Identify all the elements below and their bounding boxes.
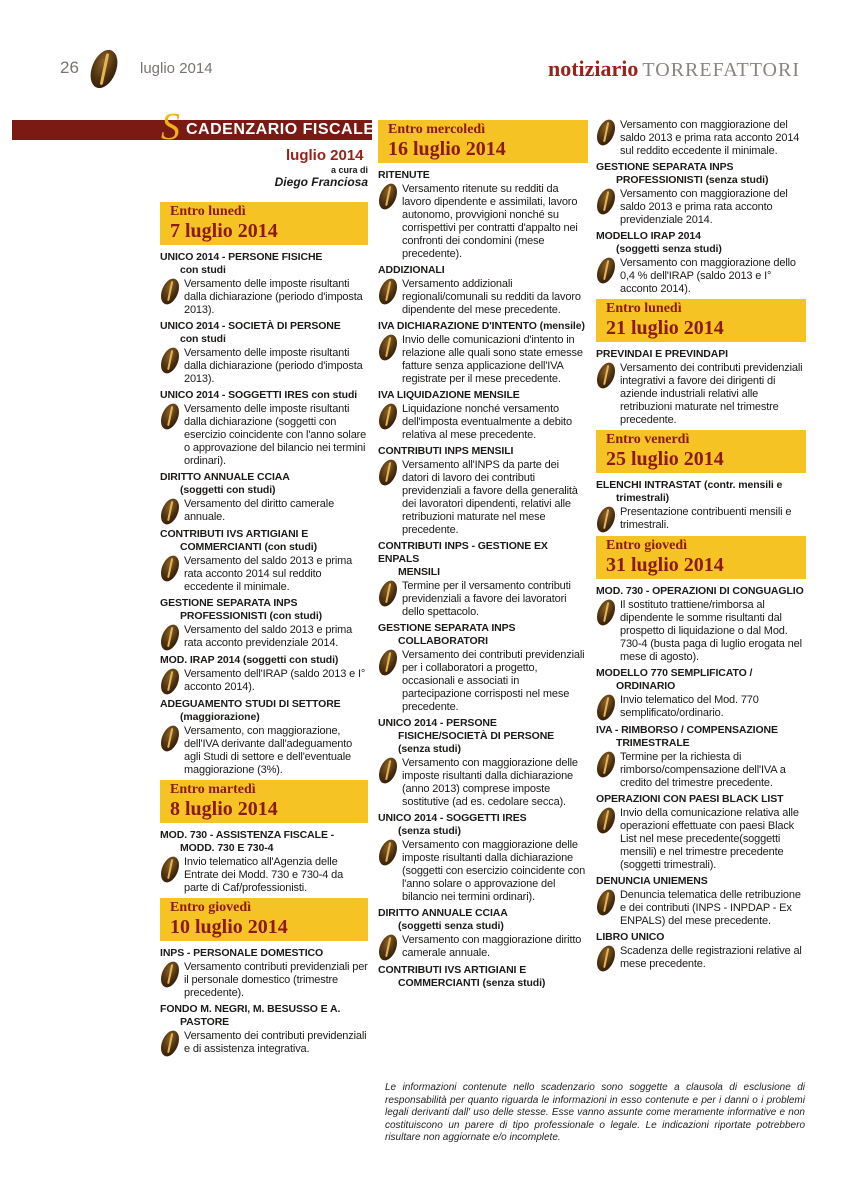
deadline-item (378, 389, 588, 442)
item-text: Invio telematico del Mod. 770 semplificato/ordinario. (620, 694, 759, 719)
item-text: Versamento del saldo 2013 e prima rata acconto previdenziale 2014. (184, 624, 353, 649)
deadline-day: Entro venerdì (606, 432, 690, 447)
deadline-item (596, 724, 806, 790)
deadline-item (378, 717, 588, 809)
deadline-section (378, 120, 588, 990)
brand-subname: TORREFATTORI (642, 59, 800, 81)
item-body (378, 278, 588, 317)
deadline-day: Entro giovedì (606, 538, 688, 553)
item-title-line: COMMERCIANTI (senza studi) (398, 977, 546, 989)
deadline-item (160, 528, 368, 594)
item-title-line: COLLABORATORI (398, 635, 488, 647)
deadline-date-box (596, 430, 806, 473)
item-title (378, 717, 588, 756)
item-title-line: COMMERCIANTI (con studi) (180, 541, 318, 553)
item-title-line: DIRITTO ANNUALE CCIAA (378, 907, 508, 919)
deadline-item (378, 320, 588, 386)
curated-label: a cura di (330, 165, 368, 175)
item-title-line: PROFESSIONISTI (senza studi) (616, 174, 769, 186)
coffee-bean-icon (594, 360, 619, 391)
deadline-section (596, 299, 806, 427)
deadline-item (596, 161, 806, 227)
item-title (378, 964, 588, 990)
item-body (378, 459, 588, 537)
coffee-bean-icon (594, 186, 619, 217)
item-body (378, 580, 588, 619)
item-title-line: (soggetti con studi) (180, 484, 276, 496)
item-text: Versamento addizionali regionali/comunali su redditi da lavoro dipendente del mese precedente. (402, 278, 581, 316)
coffee-bean-icon (376, 276, 401, 307)
item-title (160, 389, 368, 402)
disclaimer: Le informazioni contenute nello scadenzario sono soggette a clausola di esclusione di responsabilità per quanto riguarda le informazioni in esso contenute e per i danni o i problemi legali derivanti dall' uso delle stesse. Esse vanno assunte come meramente informative e non costituiscono un parere di tipo professionale o legale. Le indicazioni riportate potrebbero risultare non aggiornate e/o incomplete. (385, 1082, 805, 1143)
item-text: Versamento, con maggiorazione, dell'IVA derivante dall'adeguamento agli Studi di settore e dell'eventuale maggiorazione (3%). (184, 725, 353, 776)
item-title-line: PREVINDAI E PREVINDAPI (596, 348, 728, 360)
deadline-item (160, 829, 368, 895)
item-title-line: TRIMESTRALE (616, 737, 690, 749)
deadline-item (378, 964, 588, 990)
title-month: luglio 2014 (286, 147, 364, 164)
item-body (160, 278, 368, 317)
item-text: Liquidazione nonché versamento dell'imposta eventualmente a debito relativa al mese precedente. (402, 403, 572, 441)
item-text: Versamento del saldo 2013 e prima rata acconto 2014 sul reddito eccedente il minimale. (184, 555, 353, 593)
deadline-item (596, 479, 806, 533)
item-title-line: LIBRO UNICO (596, 931, 665, 943)
item-body (596, 188, 806, 227)
item-title-line: IVA - RIMBORSO / COMPENSAZIONE (596, 724, 778, 736)
item-text: Versamento con maggiorazione diritto camerale annuale. (402, 934, 582, 959)
deadline-date-box (160, 780, 368, 823)
deadline-date-box (378, 120, 588, 163)
coffee-bean-icon (594, 597, 619, 628)
item-title (378, 389, 588, 402)
item-body (160, 624, 368, 651)
coffee-bean-icon (594, 887, 619, 918)
item-title-line: MENSILI (398, 566, 440, 578)
item-body (596, 807, 806, 872)
item-title (160, 829, 368, 855)
item-body (596, 599, 806, 664)
deadline-item (596, 931, 806, 972)
item-body (596, 119, 806, 158)
deadline-item (378, 264, 588, 317)
item-title-line: PROFESSIONISTI (con studi) (180, 610, 323, 622)
deadline-section (596, 536, 806, 972)
deadline-item (378, 540, 588, 619)
deadline-item (160, 654, 368, 695)
coffee-bean-icon (158, 666, 183, 697)
page-number: 26 (60, 58, 79, 77)
item-body (160, 555, 368, 594)
item-title-line: MOD. 730 - OPERAZIONI DI CONGUAGLIO (596, 585, 804, 597)
item-title-line: DIRITTO ANNUALE CCIAA (160, 471, 290, 483)
item-text: Versamento delle imposte risultanti dalla dichiarazione (soggetti con esercizio coincidente con l'anno solare o approvazione del bilancio nei termini ordinari). (184, 403, 367, 467)
coffee-bean-icon (594, 943, 619, 974)
coffee-bean-icon (594, 255, 619, 286)
item-title (596, 793, 806, 806)
item-title (160, 251, 368, 277)
item-text: Versamento all'INPS da parte dei datori di lavoro dei contributi previdenziali a favore della generalità dei lavoratori dipendenti, relativi alle retribuzioni maturate nel mese precedente. (402, 459, 578, 536)
item-title-line: con studi (180, 333, 226, 345)
deadline-section (596, 430, 806, 533)
item-title-line: FONDO M. NEGRI, M. BESUSSO E A. (160, 1003, 341, 1015)
curated-by (200, 165, 368, 189)
coffee-bean-icon (158, 401, 183, 432)
coffee-bean-icon (158, 622, 183, 653)
item-body (596, 257, 806, 296)
item-title-line: MOD. IRAP 2014 (soggetti con studi) (160, 654, 339, 666)
item-title-line: OPERAZIONI CON PAESI BLACK LIST (596, 793, 784, 805)
item-title (596, 479, 806, 505)
deadline-item (596, 793, 806, 872)
deadline-section (596, 119, 806, 296)
coffee-bean-icon (158, 553, 183, 584)
item-title (378, 169, 588, 182)
item-text: Versamento dei contributi previdenziali per i collaboratori a progetto, occasionali e associati in partecipazione corrisposti nel mese precedente. (402, 649, 585, 713)
item-title-line: UNICO 2014 - SOCIETÀ DI PERSONE (160, 320, 341, 332)
item-text: Versamento del diritto camerale annuale. (184, 498, 335, 523)
item-title-line: MOD. 730 - ASSISTENZA FISCALE - (160, 829, 335, 841)
item-title (160, 320, 368, 346)
coffee-bean-icon (158, 276, 183, 307)
item-body (160, 403, 368, 468)
deadline-item (596, 585, 806, 664)
deadline-item (160, 389, 368, 468)
item-title-line: PASTORE (180, 1016, 230, 1028)
item-title (160, 654, 368, 667)
item-title (378, 907, 588, 933)
item-title-line: GESTIONE SEPARATA INPS (596, 161, 734, 173)
author-name: Diego Franciosa (274, 175, 368, 189)
item-title-line: (senza studi) (398, 743, 461, 755)
item-title-line: CONTRIBUTI INPS - GESTIONE EX ENPALS (378, 540, 548, 565)
brand-logo (548, 56, 800, 82)
item-title (378, 540, 588, 579)
page-title: CADENZARIO FISCALE (186, 121, 375, 138)
deadline-date: 16 luglio 2014 (388, 138, 506, 160)
coffee-bean-icon (376, 932, 401, 963)
coffee-bean-icon (158, 345, 183, 376)
item-title-line: UNICO 2014 - PERSONE (378, 717, 497, 729)
item-title (160, 597, 368, 623)
deadline-day: Entro mercoledì (388, 122, 486, 137)
item-title-line: (soggetti senza studi) (398, 920, 504, 932)
item-title (378, 320, 588, 333)
item-title-line: GESTIONE SEPARATA INPS (160, 597, 298, 609)
item-body (160, 961, 368, 1000)
item-text: Termine per la richiesta di rimborso/compensazione dell'IVA a credito del trimestre precedente. (620, 751, 786, 789)
item-title-line: IVA LIQUIDAZIONE MENSILE (378, 389, 520, 401)
item-title-line: GESTIONE SEPARATA INPS (378, 622, 516, 634)
deadline-item (378, 622, 588, 714)
deadline-section (160, 898, 368, 1057)
deadline-day: Entro lunedì (606, 301, 682, 316)
coffee-bean-icon (158, 959, 183, 990)
item-body (378, 839, 588, 904)
deadline-item (160, 597, 368, 651)
item-title (378, 622, 588, 648)
item-title (160, 1003, 368, 1029)
item-text: Versamento con maggiorazione del saldo 2013 e prima rata acconto previdenziale 2014. (620, 188, 788, 226)
item-body (160, 347, 368, 386)
item-title-line: (senza studi) (398, 825, 461, 837)
item-text: Scadenza delle registrazioni relative al mese precedente. (620, 945, 802, 970)
item-text: Denuncia telematica delle retribuzione e dei contributi (INPS - INPDAP - Ex ENPALS) del mese precedente. (620, 889, 801, 927)
item-title-line: MODD. 730 E 730-4 (180, 842, 274, 854)
item-body (378, 757, 588, 809)
item-text: Invio della comunicazione relativa alle operazioni effettuate con paesi Black List nel mese precedente(soggetti mensili) e nel trimestre precedente (soggetti trimestrali). (620, 807, 799, 871)
deadline-day: Entro lunedì (170, 204, 246, 219)
item-title-line: INPS - PERSONALE DOMESTICO (160, 947, 324, 959)
item-title-line: UNICO 2014 - PERSONE FISICHE (160, 251, 323, 263)
coffee-bean-icon (376, 755, 401, 786)
coffee-bean-icon (158, 1028, 183, 1059)
page-header (0, 52, 855, 88)
item-title-line: (maggiorazione) (180, 711, 260, 723)
item-text: Versamento con maggiorazione delle imposte risultanti dalla dichiarazione (soggetti con esercizio coincidente con l'anno solare o approvazione del bilancio nei termini ordinari). (402, 839, 586, 903)
item-title (378, 264, 588, 277)
item-title-line: ORDINARIO (616, 680, 676, 692)
coffee-bean-icon (158, 496, 183, 527)
item-body (378, 934, 588, 961)
deadline-section (160, 202, 368, 777)
item-body (596, 362, 806, 427)
item-title-line: (soggetti senza studi) (616, 243, 722, 255)
item-body (378, 403, 588, 442)
deadline-item (596, 667, 806, 721)
item-title (596, 230, 806, 256)
deadline-item (378, 445, 588, 537)
item-title-line: CONTRIBUTI INPS MENSILI (378, 445, 514, 457)
coffee-bean-icon (376, 457, 401, 488)
header-date: luglio 2014 (140, 60, 213, 77)
deadline-item (596, 119, 806, 158)
item-title-line: CONTRIBUTI IVS ARTIGIANI E (378, 964, 527, 976)
column-2 (378, 118, 588, 993)
brand-name: notiziario (547, 56, 639, 81)
item-body (160, 725, 368, 777)
item-title (160, 471, 368, 497)
deadline-item (596, 230, 806, 296)
item-title (596, 348, 806, 361)
item-text: Versamento dell'IRAP (saldo 2013 e I° acconto 2014). (184, 668, 366, 693)
deadline-day: Entro giovedì (170, 900, 252, 915)
item-title-line: UNICO 2014 - SOGGETTI IRES con studi (160, 389, 358, 401)
coffee-bean-icon (376, 401, 401, 432)
item-title (378, 812, 588, 838)
deadline-date: 25 luglio 2014 (606, 448, 724, 470)
item-title-line: MODELLO 770 SEMPLIFICATO / (596, 667, 753, 679)
item-title-line: FISICHE/SOCIETÀ DI PERSONE (398, 730, 555, 742)
title-initial: S (161, 106, 180, 148)
item-text: Versamento con maggiorazione del saldo 2013 e prima rata acconto 2014 sul reddito eccedente il minimale. (620, 119, 800, 157)
deadline-item (596, 348, 806, 427)
item-title-line: trimestrali) (616, 492, 670, 504)
deadline-date: 10 luglio 2014 (170, 916, 288, 938)
coffee-bean-icon (376, 647, 401, 678)
item-title-line: DENUNCIA UNIEMENS (596, 875, 708, 887)
deadline-section (160, 780, 368, 895)
item-title (596, 667, 806, 693)
item-title-line: ADDIZIONALI (378, 264, 445, 276)
column-1 (160, 200, 368, 1060)
item-text: Versamento con maggiorazione dello 0,4 % dell'IRAP (saldo 2013 e I° acconto 2014). (620, 257, 796, 295)
item-body (596, 694, 806, 721)
item-text: Invio delle comunicazioni d'intento in relazione alle quali sono state emesse fatture senza applicazione dell'IVA registrate per il mese precedente. (402, 334, 583, 385)
item-text: Invio telematico all'Agenzia delle Entrate dei Modd. 730 e 730-4 da parte di Caf/professionisti. (184, 856, 344, 894)
item-body (160, 668, 368, 695)
item-text: Versamento ritenute su redditi da lavoro dipendente e assimilati, lavoro autonomo, provvigioni nonché su corrispettivi per contratti d'appalto nei confronti dei condomini (mese precedente). (402, 183, 578, 260)
deadline-date: 8 luglio 2014 (170, 798, 278, 820)
deadline-date: 7 luglio 2014 (170, 220, 278, 242)
deadline-date-box (596, 299, 806, 342)
deadline-item (378, 907, 588, 961)
item-body (160, 856, 368, 895)
item-text: Versamento contributi previdenziali per il personale domestico (trimestre precedente). (184, 961, 368, 999)
deadline-item (160, 471, 368, 525)
coffee-bean-icon (594, 692, 619, 723)
column-3 (596, 118, 806, 975)
item-title-line: con studi (180, 264, 226, 276)
item-body (160, 1030, 368, 1057)
item-title-line: ADEGUAMENTO STUDI DI SETTORE (160, 698, 341, 710)
item-body (596, 506, 806, 533)
coffee-bean-icon (594, 805, 619, 836)
deadline-date: 31 luglio 2014 (606, 554, 724, 576)
item-title (160, 698, 368, 724)
item-text: Versamento dei contributi previdenziali e di assistenza integrativa. (184, 1030, 367, 1055)
deadline-item (378, 169, 588, 261)
item-text: Versamento con maggiorazione delle imposte risultanti dalla dichiarazione (anno 2013) comprese imposte sostitutive (ad es. cedolare secca). (402, 757, 578, 808)
coffee-bean-icon (376, 837, 401, 868)
deadline-item (378, 812, 588, 904)
deadline-item (160, 1003, 368, 1057)
item-title (596, 724, 806, 750)
item-body (596, 945, 806, 972)
coffee-bean-icon (594, 504, 619, 535)
item-title-line: UNICO 2014 - SOGGETTI IRES (378, 812, 527, 824)
item-title-line: MODELLO IRAP 2014 (596, 230, 701, 242)
coffee-bean-icon (376, 332, 401, 363)
item-title-line: RITENUTE (378, 169, 430, 181)
item-title (378, 445, 588, 458)
item-title (596, 931, 806, 944)
item-text: Il sostituto trattiene/rimborsa al dipendente le somme risultanti dal prospetto di liquidazione o dal Mod. 730-4 (busta paga di luglio erogata nel mese di agosto). (620, 599, 802, 663)
deadline-date-box (160, 202, 368, 245)
item-title (596, 585, 806, 598)
item-body (596, 751, 806, 790)
deadline-date-box (596, 536, 806, 579)
coffee-bean-icon (376, 578, 401, 609)
item-body (378, 183, 588, 261)
item-body (596, 889, 806, 928)
deadline-item (160, 320, 368, 386)
coffee-bean-icon (158, 854, 183, 885)
deadline-item (596, 875, 806, 928)
item-title (596, 161, 806, 187)
coffee-bean-icon (158, 723, 183, 754)
item-title (160, 528, 368, 554)
item-title (596, 875, 806, 888)
item-text: Presentazione contribuenti mensili e trimestrali. (620, 506, 792, 531)
deadline-day: Entro martedì (170, 782, 256, 797)
item-title-line: IVA DICHIARAZIONE D'INTENTO (mensile) (378, 320, 585, 332)
item-text: Termine per il versamento contributi previdenziali a favore dei lavoratori dello spettacolo. (402, 580, 571, 618)
item-text: Versamento delle imposte risultanti dalla dichiarazione (periodo d'imposta 2013). (184, 347, 363, 385)
item-title (160, 947, 368, 960)
deadline-date: 21 luglio 2014 (606, 317, 724, 339)
item-title-line: ELENCHI INTRASTAT (contr. mensili e (596, 479, 783, 491)
item-body (378, 334, 588, 386)
item-body (160, 498, 368, 525)
item-text: Versamento delle imposte risultanti dalla dichiarazione (periodo d'imposta 2013). (184, 278, 363, 316)
deadline-item (160, 947, 368, 1000)
coffee-bean-icon (85, 46, 122, 92)
item-title-line: CONTRIBUTI IVS ARTIGIANI E (160, 528, 309, 540)
deadline-date-box (160, 898, 368, 941)
deadline-item (160, 251, 368, 317)
coffee-bean-icon (594, 749, 619, 780)
deadline-item (160, 698, 368, 777)
coffee-bean-icon (376, 181, 401, 212)
item-text: Versamento dei contributi previdenziali integrativi a favore dei dirigenti di aziende industriali relativi alle retribuzioni maturate nel trimestre precedente. (620, 362, 803, 426)
item-body (378, 649, 588, 714)
coffee-bean-icon (594, 117, 619, 148)
